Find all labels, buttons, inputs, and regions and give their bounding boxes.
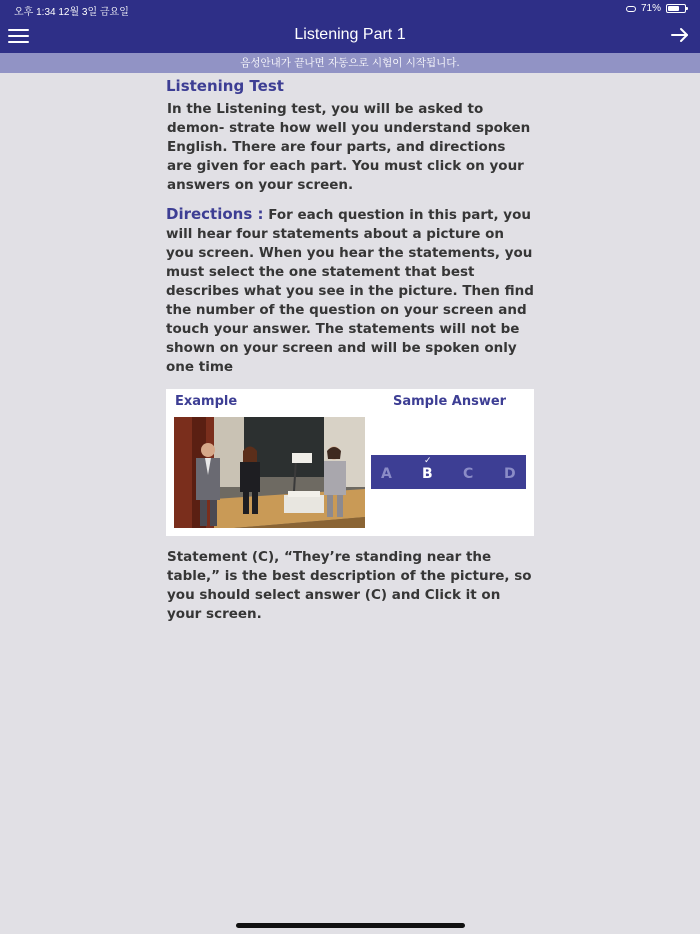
example-photo xyxy=(174,417,365,528)
arrow-right-icon[interactable] xyxy=(670,25,690,45)
battery-icon xyxy=(666,4,686,13)
statement-explanation: Statement (C), “They’re standing near the table,” is the best description of the picture, so you should select answer (C) and Click it on your screen. xyxy=(167,549,532,622)
answer-option-a[interactable]: A xyxy=(381,466,392,482)
page-title: Listening Part 1 xyxy=(294,26,406,43)
check-icon: ✓ xyxy=(424,456,432,466)
rotation-lock-icon xyxy=(626,6,636,12)
auto-start-notice: 음성안내가 끝나면 자동으로 시험이 시작됩니다. xyxy=(0,53,700,73)
answer-option-b[interactable]: B xyxy=(422,466,433,482)
directions-block xyxy=(166,205,534,377)
status-indicators xyxy=(626,3,686,14)
battery-percent: 71% xyxy=(640,3,661,14)
example-panel xyxy=(166,389,534,536)
sample-answer-bar xyxy=(371,455,526,489)
sample-answer-label: Sample Answer xyxy=(393,394,507,409)
battery-fill xyxy=(668,6,679,11)
top-navigation-bar xyxy=(0,0,700,53)
answer-option-d[interactable]: D xyxy=(504,466,516,482)
status-time-date: 오후 1:34 12월 3일 금요일 xyxy=(14,7,129,18)
example-label: Example xyxy=(175,394,238,409)
directions-text: For each question in this part, you will hear four statements about a picture on you screen. When you hear the statements, you must select the one statement that best describes what you see in the picture. Then find the number of the question on your screen and touch your answer. The statements will not be shown on your screen and will be spoken only one time xyxy=(166,207,534,375)
answer-option-c[interactable]: C xyxy=(463,466,474,482)
home-indicator[interactable] xyxy=(236,923,465,928)
intro-paragraph: In the Listening test, you will be asked to demon- strate how well you understand spoken English. There are four parts, and directions are given for each part. You must click on your answers on your screen. xyxy=(167,101,531,193)
instructions-content xyxy=(166,76,534,624)
directions-label: Directions : xyxy=(166,205,264,223)
section-heading: Listening Test xyxy=(166,77,284,95)
